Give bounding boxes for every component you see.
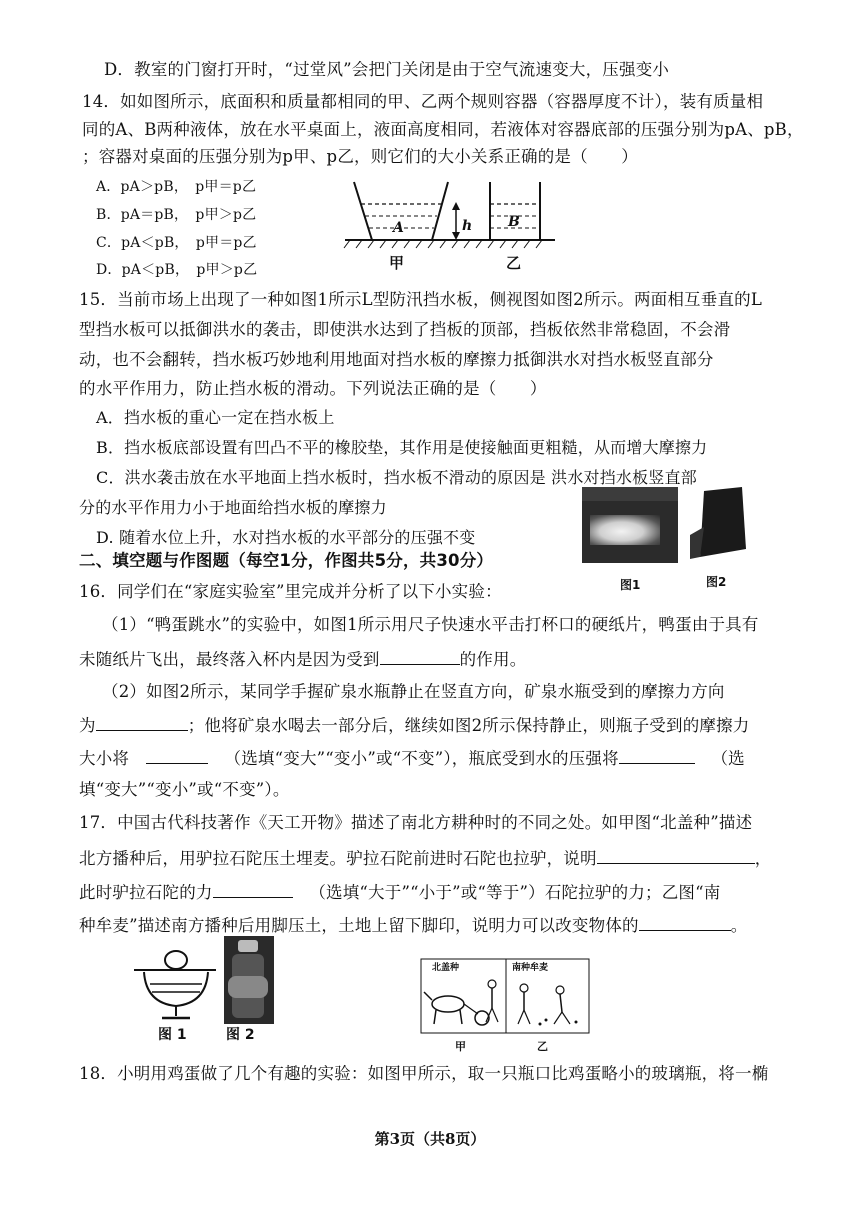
q15-stem-4: 的水平作用力，防止挡水板的滑动。下列说法正确的是（ ） [79,379,547,398]
q16-part2-c-end: （选 [711,749,745,768]
q17-stem-1: 17．中国古代科技著作《天工开物》描述了南北方耕种时的不同之处。如甲图“北盖种”描述 [79,813,753,832]
q17-stem-2-text: 北方播种后，用驴拉石陀压土埋麦。驴拉石陀前进时石陀也拉驴，说明 [79,849,597,868]
q16-part1-b-end: 的作用。 [459,650,527,669]
q16-part2-a: （2）如图2所示，某同学手握矿泉水瓶静止在竖直方向，矿泉水瓶受到的摩擦力方向 [102,682,725,701]
q16-blank-2[interactable] [96,712,188,731]
q16-part2-b-end: ；他将矿泉水喝去一部分后，继续如图2所示保持静止，则瓶子受到的摩擦力 [187,716,750,735]
q16-figure-2-bottle-photo [224,936,274,1024]
q16-part2-c-text: 大小将 [79,749,130,768]
q16-part1-b [79,646,526,672]
q15-option-b: B．挡水板底部设置有凹凸不平的橡胶垫，其作用是使接触面更粗糙，从而增大摩擦力 [96,438,708,457]
q17-stem-2-end: ， [754,849,772,868]
q16-part2-b-text: 为 [79,716,96,735]
q16-blank-4[interactable] [619,745,695,764]
q17-stem-3-text: 此时驴拉石陀的力 [79,883,213,902]
section-2-heading: 二、填空题与作图题（每空1分，作图共5分，共30分） [79,551,494,570]
q15-stem-2: 型挡水板可以抵御洪水的袭击，即使洪水达到了挡板的顶部，挡板依然非常稳固，不会滑 [79,320,731,339]
q16-part2-c [79,745,745,771]
q17-label-nan: 南种牟麦 [512,963,549,973]
q16-part2-b [79,712,750,738]
q15-figure-1-photo [582,487,678,563]
q15-stem-3: 动，也不会翻转，挡水板巧妙地利用地面对挡水板的摩擦力抵御洪水对挡水板竖直部分 [79,350,714,369]
q15-figure-2-l-board [690,487,750,563]
q17-blank-2[interactable] [213,879,293,898]
q14-stem-3: ；容器对桌面的压强分别为p甲、p乙，则它们的大小关系正确的是（ ） [82,147,638,166]
q16-figure-1-cup-egg [130,948,220,1028]
q13-option-d: D．教室的门窗打开时，“过堂风”会把门关闭是由于空气流速变大，压强变小 [104,60,670,79]
q17-stem-4 [79,912,747,938]
q14-stem-1: 14．如如图所示，底面积和质量都相同的甲、乙两个规则容器（容器厚度不计），装有质量相 [82,92,764,111]
q14-caption-yi: 乙 [506,254,522,272]
q14-option-b: B．pA＝pB， p甲＞p乙 [96,207,257,223]
q15-caption-fig2: 图2 [706,575,727,589]
q14-caption-jia: 甲 [389,254,405,272]
q14-stem-2: 同的A、B两种液体，放在水平桌面上，液面高度相同，若液体对容器底部的压强分别为pA、pB， [82,120,804,139]
q15-caption-fig1: 图1 [620,578,641,592]
q17-blank-1[interactable] [597,845,755,864]
q17-stem-2 [79,845,771,871]
q17-stem-4-text: 种牟麦”描述南方播种后用脚压土，土地上留下脚印，说明力可以改变物体的 [79,916,639,935]
q15-option-c-1: C．洪水袭击放在水平地面上挡水板时，挡水板不滑动的原因是 洪水对挡水板竖直部 [96,468,697,487]
q17-stem-3 [79,879,720,905]
q14-option-d: D．pA＜pB， p甲＞p乙 [96,262,258,278]
q16-blank-1[interactable] [380,646,460,665]
q16-stem: 16．同学们在“家庭实验室”里完成并分析了以下小实验： [79,582,502,601]
q18-stem: 18．小明用鸡蛋做了几个有趣的实验：如图甲所示，取一只瓶口比鸡蛋略小的玻璃瓶，将一椭 [79,1064,769,1083]
q15-stem-1: 15．当前市场上出现了一种如图1所示L型防汛挡水板，侧视图如图2所示。两面相互垂直的L [79,290,763,309]
q14-label-h: h [462,218,473,234]
q17-label-bei: 北盖种 [432,963,460,973]
q16-part2-d: 填“变大”“变小”或“不变”）。 [79,780,290,799]
q16-part1-b-text: 未随纸片飞出，最终落入杯内是因为受到 [79,650,380,669]
q14-option-a: A．pA＞pB， p甲＝p乙 [96,179,257,195]
q15-option-a: A．挡水板的重心一定在挡水板上 [96,408,335,427]
q17-caption-jia: 甲 [455,1040,466,1053]
q15-option-c-2: 分的水平作用力小于地面给挡水板的摩擦力 [79,498,387,517]
q17-blank-3[interactable] [639,912,731,931]
q17-caption-yi: 乙 [537,1040,548,1053]
q16-caption-fig1: 图 1 [158,1027,187,1043]
page-footer: 第3页（共8页） [374,1130,486,1148]
q14-option-c: C．pA＜pB， p甲＝p乙 [96,235,257,251]
q14-label-b: B [508,214,520,230]
q16-blank-3[interactable] [146,745,208,764]
q16-caption-fig2: 图 2 [226,1027,255,1043]
q14-container-diagram [340,176,560,276]
q17-stem-4-end: 。 [730,916,748,935]
q14-label-a: A [393,220,404,236]
q16-part2-c-mid: （选填“变大”“变小”或“不变”），瓶底受到水的压强将 [224,749,619,768]
q16-part1-a: （1）“鸭蛋跳水”的实验中，如图1所示用尺子快速水平击打杯口的硬纸片，鸭蛋由于具有 [102,615,759,634]
q15-option-d: D. 随着水位上升，水对挡水板的水平部分的压强不变 [96,528,476,547]
q17-stem-3-end: （选填“大于”“小于”或“等于”）石陀拉驴的力；乙图“南 [309,883,721,902]
